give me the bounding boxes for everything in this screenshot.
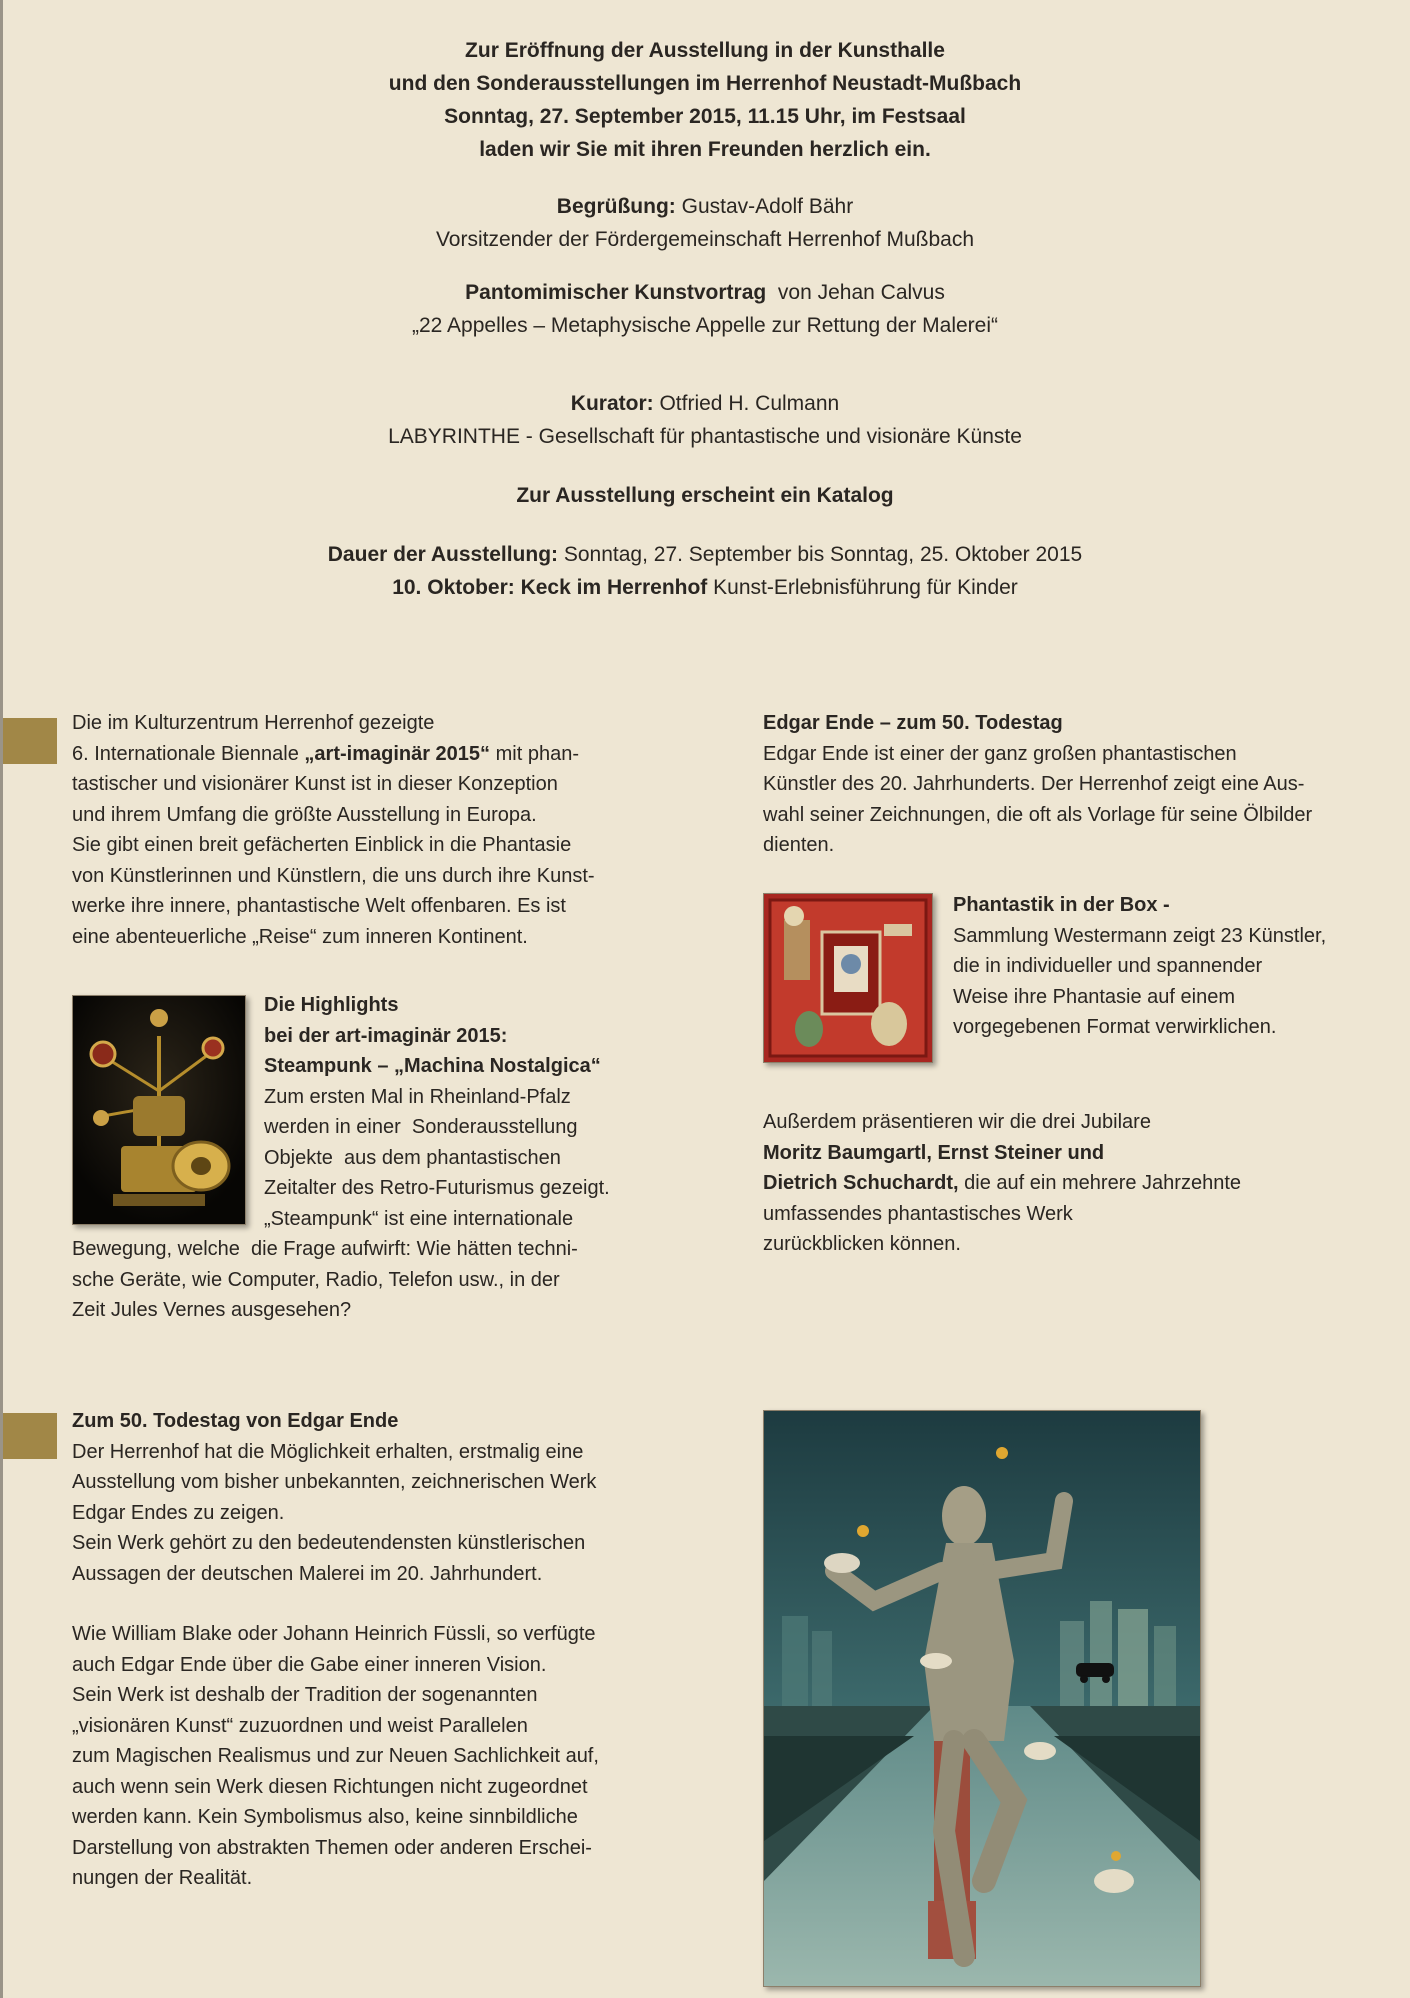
biennale-line: Sie gibt einen breit gefächerten Einblick in die Phantasie xyxy=(72,834,572,856)
section-marker-biennale xyxy=(3,718,57,764)
jubilare-line: zurückblicken können. xyxy=(763,1233,961,1255)
todestag-line: Der Herrenhof hat die Möglichkeit erhalten, erstmalig eine xyxy=(72,1440,584,1463)
biennale-title: „art-imaginär 2015“ xyxy=(304,742,491,765)
box-illustration xyxy=(764,894,932,1062)
highlights-line: Zeitalter des Retro-Futurismus gezeigt. xyxy=(264,1177,610,1199)
biennale-line: von Künstlerinnen und Künstlern, die uns durch ihre Kunst- xyxy=(72,864,595,887)
highlights-line: „Steampunk“ ist eine internationale xyxy=(264,1207,574,1230)
todestag-line: Aussagen der deutschen Malerei im 20. Jahrhundert. xyxy=(72,1562,543,1585)
biennale-text: 6. Internationale Biennale xyxy=(72,742,305,765)
biennale-text: mit phan- xyxy=(490,742,579,765)
talk-label: Pantomimischer Kunstvortrag xyxy=(465,281,767,304)
jubilare-names: Moritz Baumgartl, Ernst Steiner und xyxy=(763,1141,1105,1164)
highlights-line: Bewegung, welche die Frage aufwirft: Wie hätten techni- xyxy=(72,1238,578,1260)
kids-label: 10. Oktober: Keck im Herrenhof xyxy=(392,576,708,599)
highlights-line: Objekte aus dem phantastischen xyxy=(264,1146,561,1169)
todestag-line: „visionären Kunst“ zuzuordnen und weist Parallelen xyxy=(72,1714,528,1737)
todestag-line: Darstellung von abstrakten Themen oder anderen Erschei- xyxy=(72,1836,592,1859)
jubilare-names: Dietrich Schuchardt, xyxy=(763,1172,959,1194)
biennale-section xyxy=(72,708,672,952)
highlights-heading: bei der art-imaginär 2015: xyxy=(264,1024,508,1047)
biennale-line: Die im Kulturzentrum Herrenhof gezeigte xyxy=(72,712,435,734)
kids-line xyxy=(0,571,1410,604)
biennale-line: werke ihre innere, phantastische Welt offenbaren. Es ist xyxy=(72,895,566,917)
edgar-ende-line: Edgar Ende ist einer der ganz großen phantastischen xyxy=(763,742,1237,765)
jubilare-line: Außerdem präsentieren wir die drei Jubilare xyxy=(763,1111,1151,1133)
todestag-line: Edgar Endes zu zeigen. xyxy=(72,1501,285,1524)
highlights-section xyxy=(264,990,684,1234)
painting-illustration xyxy=(764,1411,1200,1986)
steampunk-machine-image xyxy=(72,995,246,1225)
welcome-role: Vorsitzender der Fördergemeinschaft Herrenhof Mußbach xyxy=(435,228,975,251)
box-line: Weise ihre Phantasie auf einem xyxy=(953,985,1236,1008)
welcome-name: Gustav-Adolf Bähr xyxy=(675,195,854,218)
invitation-line-4: laden wir Sie mit ihren Freunden herzlich ein. xyxy=(479,138,931,161)
invitation-header xyxy=(0,34,1410,604)
talk-line xyxy=(0,276,1410,309)
invitation-line-2: und den Sonderausstellungen im Herrenhof Neustadt-Mußbach xyxy=(388,72,1022,95)
biennale-line xyxy=(72,739,672,770)
jubilare-text: die auf ein mehrere Jahrzehnte xyxy=(958,1172,1242,1194)
todestag-line: Wie William Blake oder Johann Heinrich Füssli, so verfügte xyxy=(72,1623,596,1645)
welcome-label: Begrüßung: xyxy=(556,195,676,218)
todestag-section xyxy=(72,1406,692,1894)
todestag-line: Sein Werk gehört zu den bedeutendensten künstlerischen xyxy=(72,1532,586,1554)
biennale-line: tastischer und visionärer Kunst ist in dieser Konzeption xyxy=(72,773,558,795)
curator-org: LABYRINTHE - Gesellschaft für phantastische und visionäre Künste xyxy=(388,425,1022,448)
todestag-line: zum Magischen Realismus und zur Neuen Sachlichkeit auf, xyxy=(72,1745,599,1767)
steampunk-illustration xyxy=(73,996,245,1224)
edgar-ende-heading: Edgar Ende – zum 50. Todestag xyxy=(763,712,1063,734)
biennale-line: und ihrem Umfang die größte Ausstellung in Europa. xyxy=(72,803,537,826)
phantastik-box-section xyxy=(953,890,1383,1043)
highlights-line: sche Geräte, wie Computer, Radio, Telefon usw., in der xyxy=(72,1268,560,1291)
edgar-ende-painting xyxy=(763,1410,1201,1987)
highlights-line: werden in einer Sonderausstellung xyxy=(264,1116,578,1138)
todestag-heading: Zum 50. Todestag von Edgar Ende xyxy=(72,1410,399,1432)
edgar-ende-line: Künstler des 20. Jahrhunderts. Der Herrenhof zeigt eine Aus- xyxy=(763,773,1305,795)
box-line: vorgegebenen Format verwirklichen. xyxy=(953,1016,1277,1038)
invitation-line-3: Sonntag, 27. September 2015, 11.15 Uhr, im Festsaal xyxy=(444,105,966,128)
edgar-ende-line: dienten. xyxy=(763,834,835,856)
highlights-heading: Steampunk – „Machina Nostalgica“ xyxy=(264,1055,601,1077)
jubilare-line: umfassendes phantastisches Werk xyxy=(763,1202,1073,1225)
curator-line xyxy=(0,387,1410,420)
catalog-note: Zur Ausstellung erscheint ein Katalog xyxy=(516,484,894,507)
box-line: die in individueller und spannender xyxy=(953,955,1263,977)
box-line: Sammlung Westermann zeigt 23 Künstler, xyxy=(953,924,1327,947)
box-heading: Phantastik in der Box - xyxy=(953,894,1170,916)
talk-by: von Jehan Calvus xyxy=(766,281,945,304)
todestag-line: Ausstellung vom bisher unbekannten, zeichnerischen Werk xyxy=(72,1471,597,1493)
todestag-line: Sein Werk ist deshalb der Tradition der sogenannten xyxy=(72,1684,538,1706)
curator-label: Kurator: xyxy=(570,392,654,415)
duration-value: Sonntag, 27. September bis Sonntag, 25. Oktober 2015 xyxy=(558,543,1083,566)
welcome-line xyxy=(0,190,1410,223)
edgar-ende-section xyxy=(763,708,1383,861)
highlights-line: Zum ersten Mal in Rheinland-Pfalz xyxy=(264,1085,571,1108)
highlights-continued xyxy=(72,1234,692,1326)
invitation-line-1: Zur Eröffnung der Ausstellung in der Kunsthalle xyxy=(465,39,945,62)
duration-label: Dauer der Ausstellung: xyxy=(327,543,559,566)
talk-title: „22 Appelles – Metaphysische Appelle zur Rettung der Malerei“ xyxy=(412,314,998,337)
todestag-line: auch wenn sein Werk diesen Richtungen nicht zugeordnet xyxy=(72,1775,588,1798)
todestag-line: nungen der Realität. xyxy=(72,1867,253,1889)
todestag-line: auch Edgar Ende über die Gabe einer inneren Vision. xyxy=(72,1653,547,1676)
duration-line xyxy=(0,538,1410,571)
kids-value: Kunst-Erlebnisführung für Kinder xyxy=(707,576,1018,599)
todestag-line: werden kann. Kein Symbolismus also, keine sinnbildliche xyxy=(72,1806,578,1828)
jubilare-section xyxy=(763,1107,1383,1260)
highlights-heading: Die Highlights xyxy=(264,994,399,1016)
phantastik-box-image xyxy=(763,893,933,1063)
edgar-ende-line: wahl seiner Zeichnungen, die oft als Vorlage für seine Ölbilder xyxy=(763,803,1313,826)
section-marker-todestag xyxy=(3,1413,57,1459)
highlights-line: Zeit Jules Vernes ausgesehen? xyxy=(72,1299,352,1321)
jubilare-line xyxy=(763,1168,1383,1199)
curator-name: Otfried H. Culmann xyxy=(653,392,840,415)
biennale-line: eine abenteuerliche „Reise“ zum inneren Kontinent. xyxy=(72,925,528,948)
